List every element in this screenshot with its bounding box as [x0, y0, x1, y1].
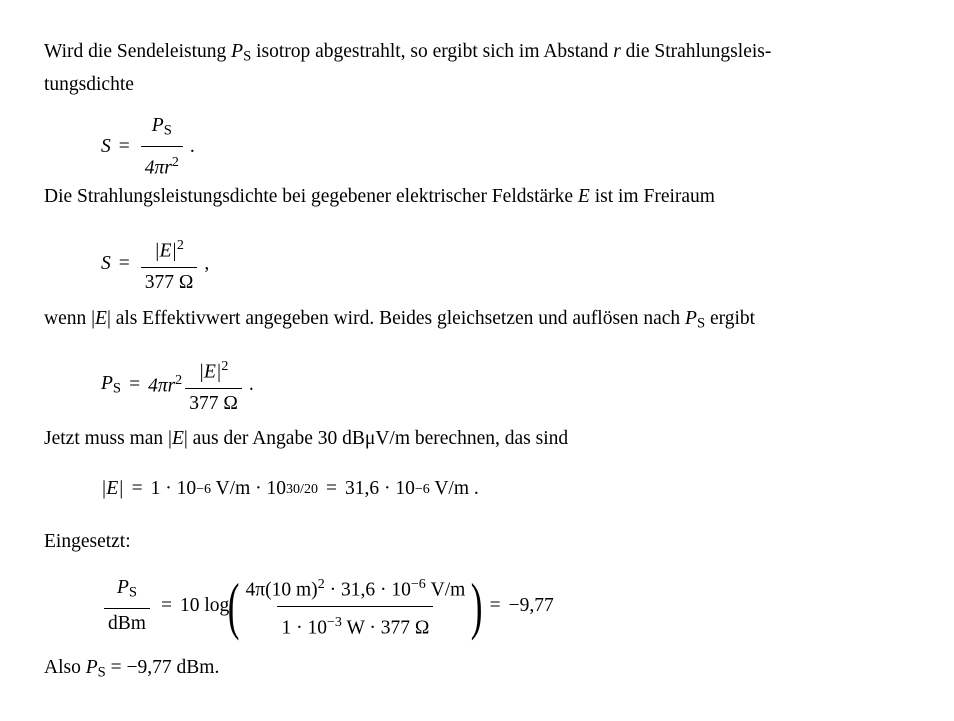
fraction: $\frac{P_S}{4\pi r^2}$: [141, 114, 183, 180]
paragraph-solve: wenn |E| als Effektivwert angegeben wird. Beides gleichsetzen und auflösen nach $P_S$ ergibt: [44, 308, 756, 332]
fraction: $\frac{P_S}{\text{dBm}}$: [104, 576, 150, 636]
fraction: $\frac{|E|^2}{377 \Omega}$: [141, 233, 198, 295]
paragraph-field-strength: Die Strahlungsleistungsdichte bei gegebener elektrischer Feldstärke E ist im Freiraum: [44, 186, 715, 207]
equation-power-density: S = $\frac{P_S}{4\pi r^2}$ .: [101, 115, 195, 179]
fraction: $\frac{4\pi(10 m)^2 \cdot 31,6 \cdot 10^{-6} V/m}{1 \cdot 10^{-3} W \cdot 377 \Omega}$: [245, 576, 466, 639]
equation-field-density: S = $\frac{|E|^2}{377 \Omega}$ ,: [101, 233, 209, 295]
paragraph-conclusion: Also $P_S = -9,77$ dBm.: [44, 657, 220, 681]
equation-final: $\frac{P_S}{\text{dBm}}$ = 10 log ( $\frac{4\pi(10 m)^2 \cdot 31,6 \cdot 10^{-6} V/m}{1 \cdot 10^{-3} W \cdot 377 \Omega}$ ) = −9,77: [101, 572, 554, 640]
equation-transmit-power: $P_S$ = $4\pi r^2$ $\frac{|E|^2}{377 \Omega}$ .: [101, 354, 254, 416]
fraction: $\frac{|E|^2}{377 \Omega}$: [185, 354, 242, 416]
equation-e-value: |E| = 1 · 10 −6 V/m · 10 30/20 = 31,6 · 10 −6 V/m .: [101, 478, 479, 499]
paragraph-inserted: Eingesetzt:: [44, 531, 131, 552]
paragraph-compute-e: Jetzt muss man |E| aus der Angabe 30 dBμV/m berechnen, das sind: [44, 428, 569, 449]
paragraph-intro: Wird die Sendeleistung $P_S$ isotrop abgestrahlt, so ergibt sich im Abstand r die Strahlungsleis- tungsdichte: [44, 41, 772, 95]
